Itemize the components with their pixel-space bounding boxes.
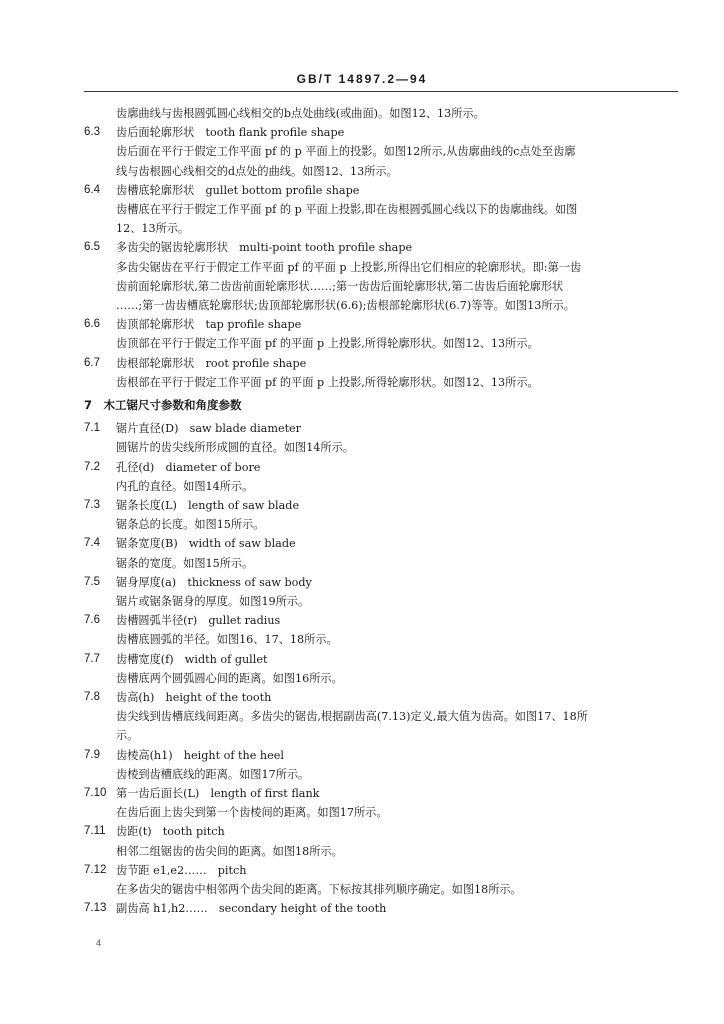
clause-number: 7.10: [84, 787, 107, 799]
clause-term: 齿后面轮廓形状 tooth flank profile shape: [116, 126, 345, 140]
clause-number: 7.2: [84, 460, 100, 473]
definition-text: 示。: [116, 729, 139, 743]
clause-number: 7.8: [84, 691, 100, 703]
definition-text: 齿前面轮廓形状,第二齿齿前面轮廓形状……;第一齿齿后面轮廓形状,第二齿齿后面轮廓形状: [116, 279, 564, 293]
definition-text: 齿廓曲线与齿根圆弧圆心线相交的b点处曲线(或曲面)。如图12、13所示。: [116, 107, 485, 120]
clause-term: 齿顶部轮廓形状 tap profile shape: [116, 318, 302, 332]
definition-text: 锯片或锯条锯身的厚度。如图19所示。: [116, 595, 310, 608]
header-rule: [84, 91, 678, 92]
definition-text: ……;第一齿齿槽底轮廓形状;齿顶部轮廓形状(6.6);齿根部轮廓形状(6.7)等等。如图13所示。: [116, 299, 575, 312]
definition-text: 齿槽底在平行于假定工作平面 pf 的 p 平面上投影,即在齿根圆弧圆心线以下的齿廓曲线。如图: [116, 203, 578, 216]
clause-term: 锯条长度(L) length of saw blade: [116, 499, 300, 512]
clause-number: 7.6: [84, 614, 100, 627]
clause-term: 锯条宽度(B) width of saw blade: [116, 537, 296, 551]
clause-number: 7.9: [84, 748, 100, 761]
definition-text: 多齿尖锯齿在平行于假定工作平面 pf 的平面 p 上投影,所得出它们相应的轮廓形状。即:第一齿: [116, 260, 582, 274]
definition-text: 齿顶部在平行于假定工作平面 pf 的平面 p 上投影,所得轮廓形状。如图12、13所示。: [116, 337, 539, 351]
definition-text: 在齿后面上齿尖到第一个齿棱间的距离。如图17所示。: [116, 806, 388, 820]
clause-number: 7.1: [84, 422, 100, 435]
clause-term: 齿根部轮廓形状 root profile shape: [116, 356, 307, 370]
definition-text: 齿根部在平行于假定工作平面 pf 的平面 p 上投影,所得轮廓形状。如图12、13所示。: [116, 375, 539, 389]
clause-term: 齿棱高(h1) height of the heel: [116, 748, 284, 762]
clause-term: 齿高(h) height of the tooth: [116, 691, 272, 704]
clause-number: 7.7: [84, 652, 100, 665]
clause-term: 锯片直径(D) saw blade diameter: [116, 422, 302, 436]
definition-text: 锯条总的长度。如图15所示。: [116, 518, 265, 532]
clause-term: 齿节距 e1,e2…… pitch: [116, 863, 247, 877]
clause-term: 齿槽圆弧半径(r) gullet radius: [116, 614, 281, 628]
definition-text: 齿后面在平行于假定工作平面 pf 的 p 平面上的投影。如图12所示,从齿廓曲线的c点处至齿廓: [116, 145, 576, 159]
clause-number: 7.3: [84, 499, 100, 511]
page-number: 4: [96, 938, 102, 948]
page-header: GB/T 14897.2—94: [296, 72, 428, 86]
clause-number: 6.7: [84, 356, 100, 369]
clause-term: 第一齿后面长(L) length of first flank: [116, 787, 320, 800]
clause-number: 7.13: [84, 902, 107, 915]
clause-term: 多齿尖的锯齿轮廓形状 multi-point tooth profile shape: [116, 241, 413, 255]
clause-number: 6.6: [84, 318, 100, 331]
clause-number: 6.3: [84, 126, 100, 139]
definition-text: 齿槽底圆弧的半径。如图16、17、18所示。: [116, 633, 338, 647]
clause-number: 7.5: [84, 575, 100, 588]
definition-text: 圆锯片的齿尖线所形成圆的直径。如图14所示。: [116, 441, 354, 455]
definition-text: 线与齿根圆心线相交的d点处的曲线。如图12、13所示。: [116, 164, 398, 178]
definition-text: 12、13所示。: [116, 222, 190, 236]
clause-number: 7.11: [84, 825, 106, 838]
clause-number: 6.4: [84, 183, 100, 196]
definition-text: 在多齿尖的锯齿中相邻两个齿尖间的距离。下标按其排列顺序确定。如图18所示。: [116, 883, 522, 896]
definition-text: 锯条的宽度。如图15所示。: [116, 556, 254, 570]
clause-number: 7.4: [84, 537, 100, 550]
clause-number: 6.5: [84, 241, 100, 254]
definition-text: 齿槽底两个圆弧圆心间的距离。如图16所示。: [116, 671, 343, 685]
definition-text: 内孔的直径。如图14所示。: [116, 479, 254, 493]
clause-term: 锯身厚度(a) thickness of saw body: [116, 575, 312, 589]
clause-term: 齿槽宽度(f) width of gullet: [116, 652, 268, 666]
section-heading: 7 木工锯尺寸参数和角度参数: [84, 398, 242, 412]
clause-term: 齿槽底轮廓形状 gullet bottom profile shape: [116, 183, 360, 197]
definition-text: 相邻二组锯齿的齿尖间的距离。如图18所示。: [116, 844, 343, 858]
clause-number: 7.12: [84, 863, 107, 876]
clause-term: 齿距(t) tooth pitch: [116, 825, 225, 839]
clause-term: 副齿高 h1,h2…… secondary height of the tooth: [116, 902, 387, 916]
definition-text: 齿尖线到齿槽底线间距离。多齿尖的锯齿,根据副齿高(7.13)定义,最大值为齿高。如图17、18所: [116, 710, 588, 724]
definition-text: 齿棱到齿槽底线的距离。如图17所示。: [116, 767, 310, 781]
clause-term: 孔径(d) diameter of bore: [116, 460, 261, 474]
